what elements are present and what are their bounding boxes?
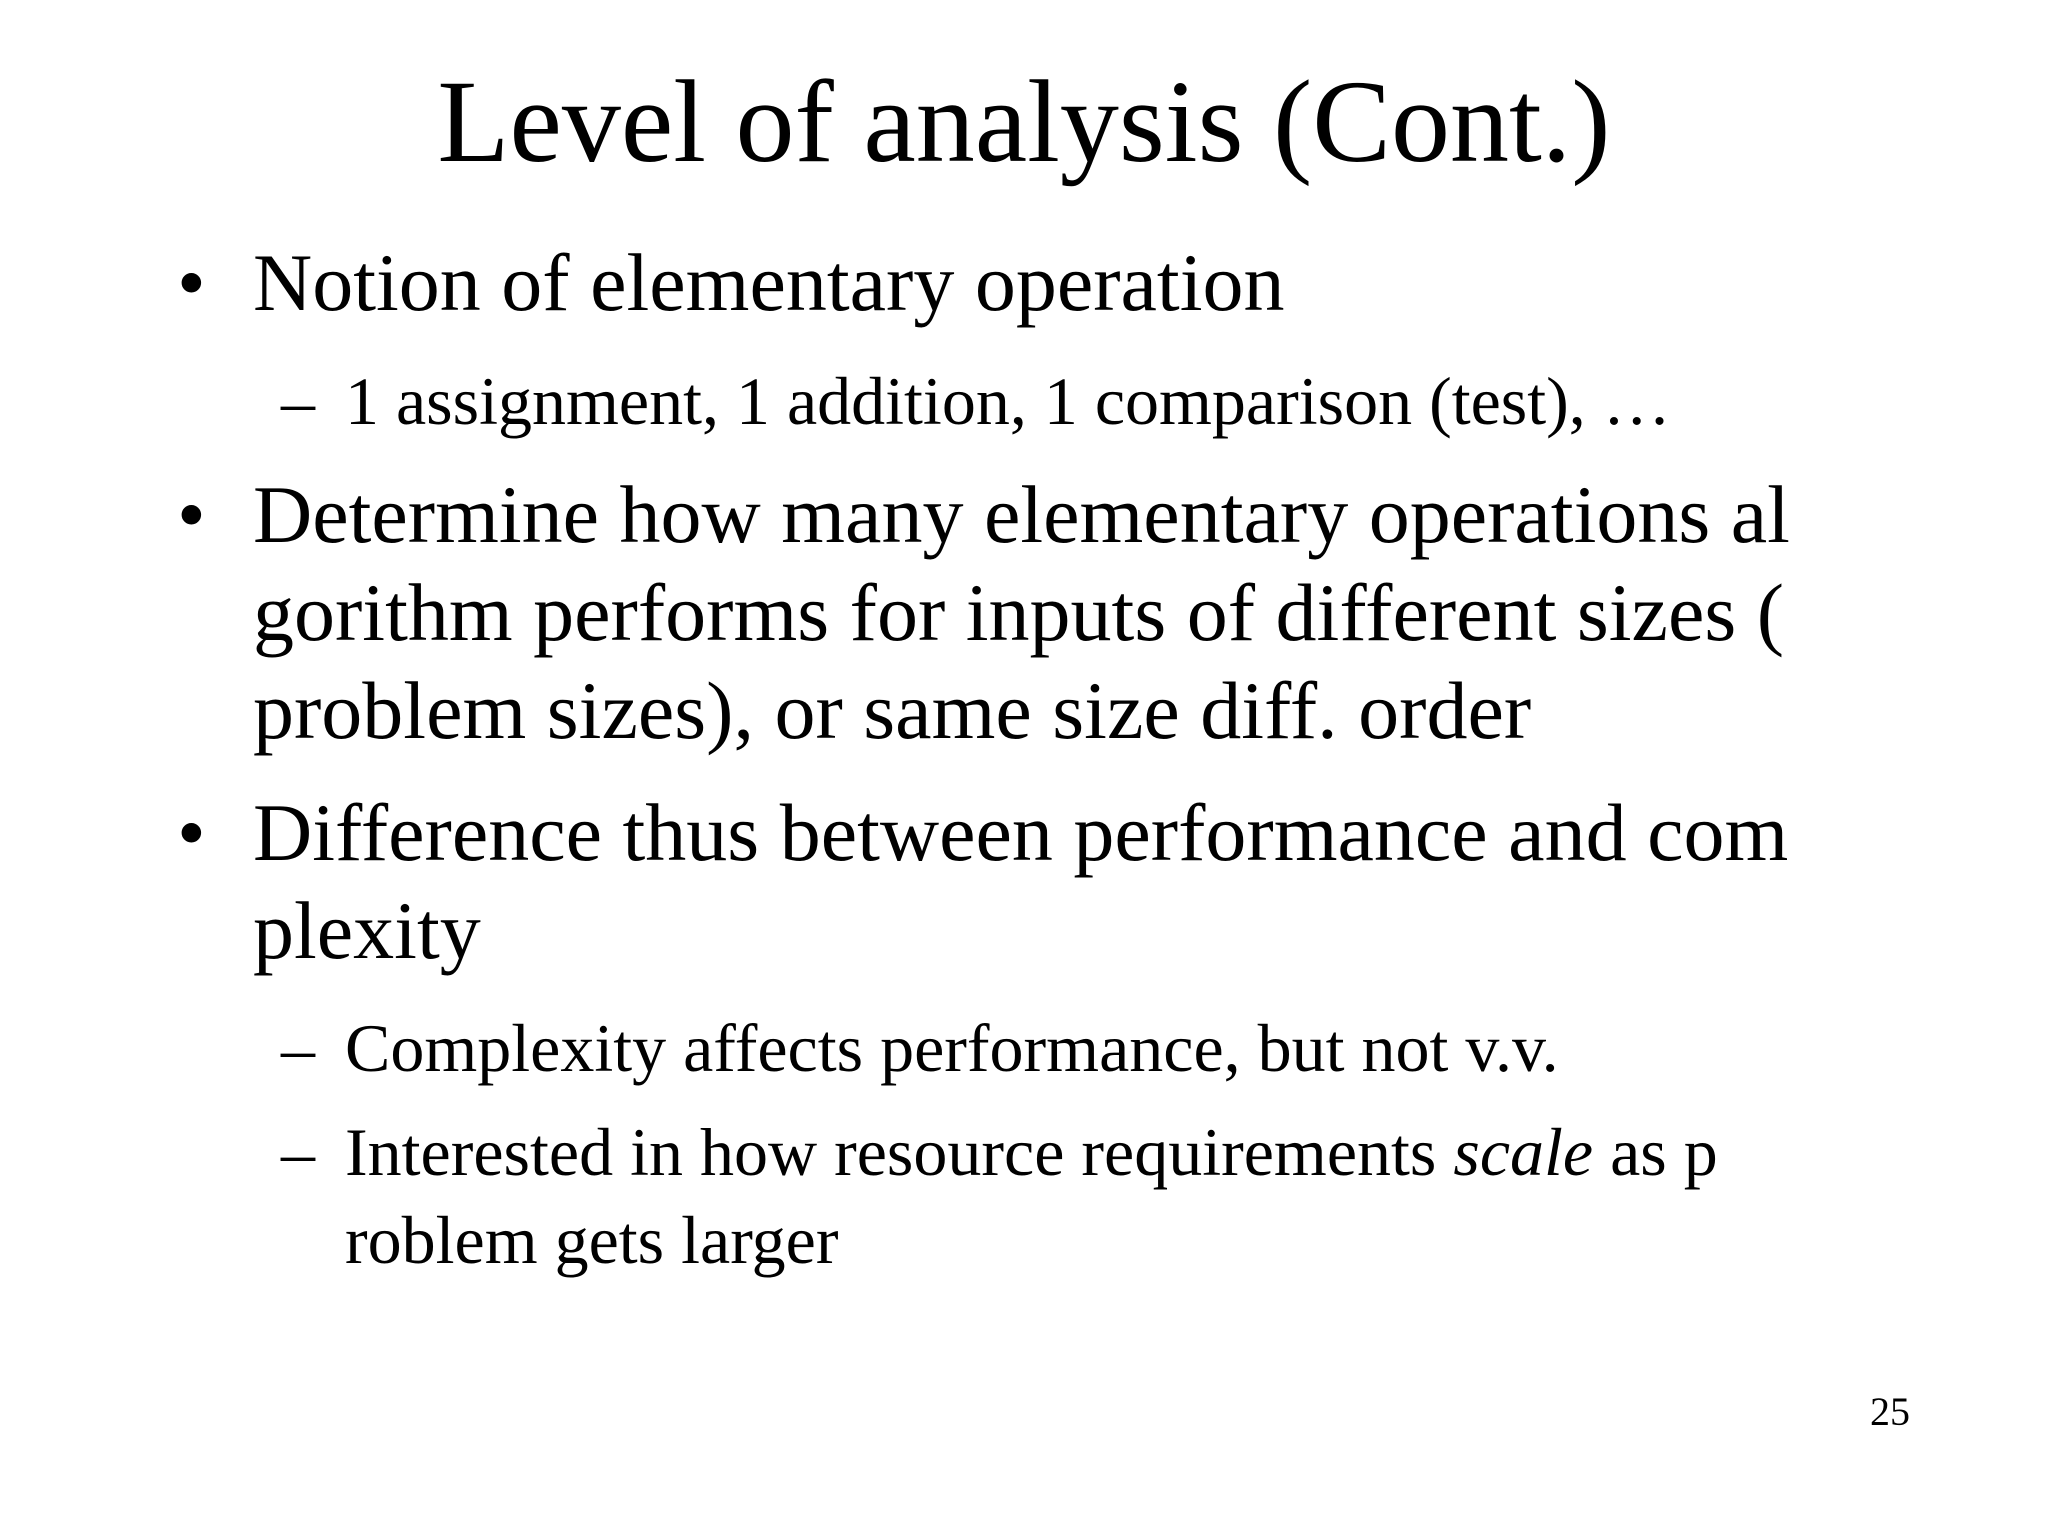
bullet-3-sub-2-line-1 bbox=[345, 1112, 1718, 1192]
bullet-marker: • bbox=[177, 469, 206, 560]
bullet-3-sub-2-line-2: roblem gets larger bbox=[345, 1202, 839, 1278]
text-run: as p bbox=[1593, 1114, 1718, 1190]
sub-bullet-marker: – bbox=[281, 1010, 315, 1086]
bullet-2-line-1: Determine how many elementary operations al bbox=[253, 469, 1790, 560]
page-number: 25 bbox=[1870, 1389, 1910, 1434]
bullet-3-line-2: plexity bbox=[253, 885, 481, 976]
bullet-marker: • bbox=[177, 787, 206, 878]
bullet-marker: • bbox=[177, 237, 206, 328]
bullet-1-line-1: Notion of elementary operation bbox=[253, 237, 1285, 328]
sub-bullet-marker: – bbox=[281, 363, 315, 439]
bullet-3-sub-1-line-1: Complexity affects performance, but not v.v. bbox=[345, 1010, 1559, 1086]
bullet-3-line-1: Difference thus between performance and com bbox=[253, 787, 1789, 878]
bullet-2-line-3: problem sizes), or same size diff. order bbox=[253, 665, 1532, 756]
sub-bullet-marker: – bbox=[281, 1114, 315, 1190]
bullet-1-sub-1-line-1: 1 assignment, 1 addition, 1 comparison (test), … bbox=[345, 363, 1671, 439]
slide-title: Level of analysis (Cont.) bbox=[437, 56, 1611, 187]
bullet-2-line-2: gorithm performs for inputs of different sizes ( bbox=[253, 567, 1785, 658]
text-run: Interested in how resource requirements bbox=[345, 1114, 1454, 1190]
emphasized-text: scale bbox=[1453, 1114, 1594, 1190]
